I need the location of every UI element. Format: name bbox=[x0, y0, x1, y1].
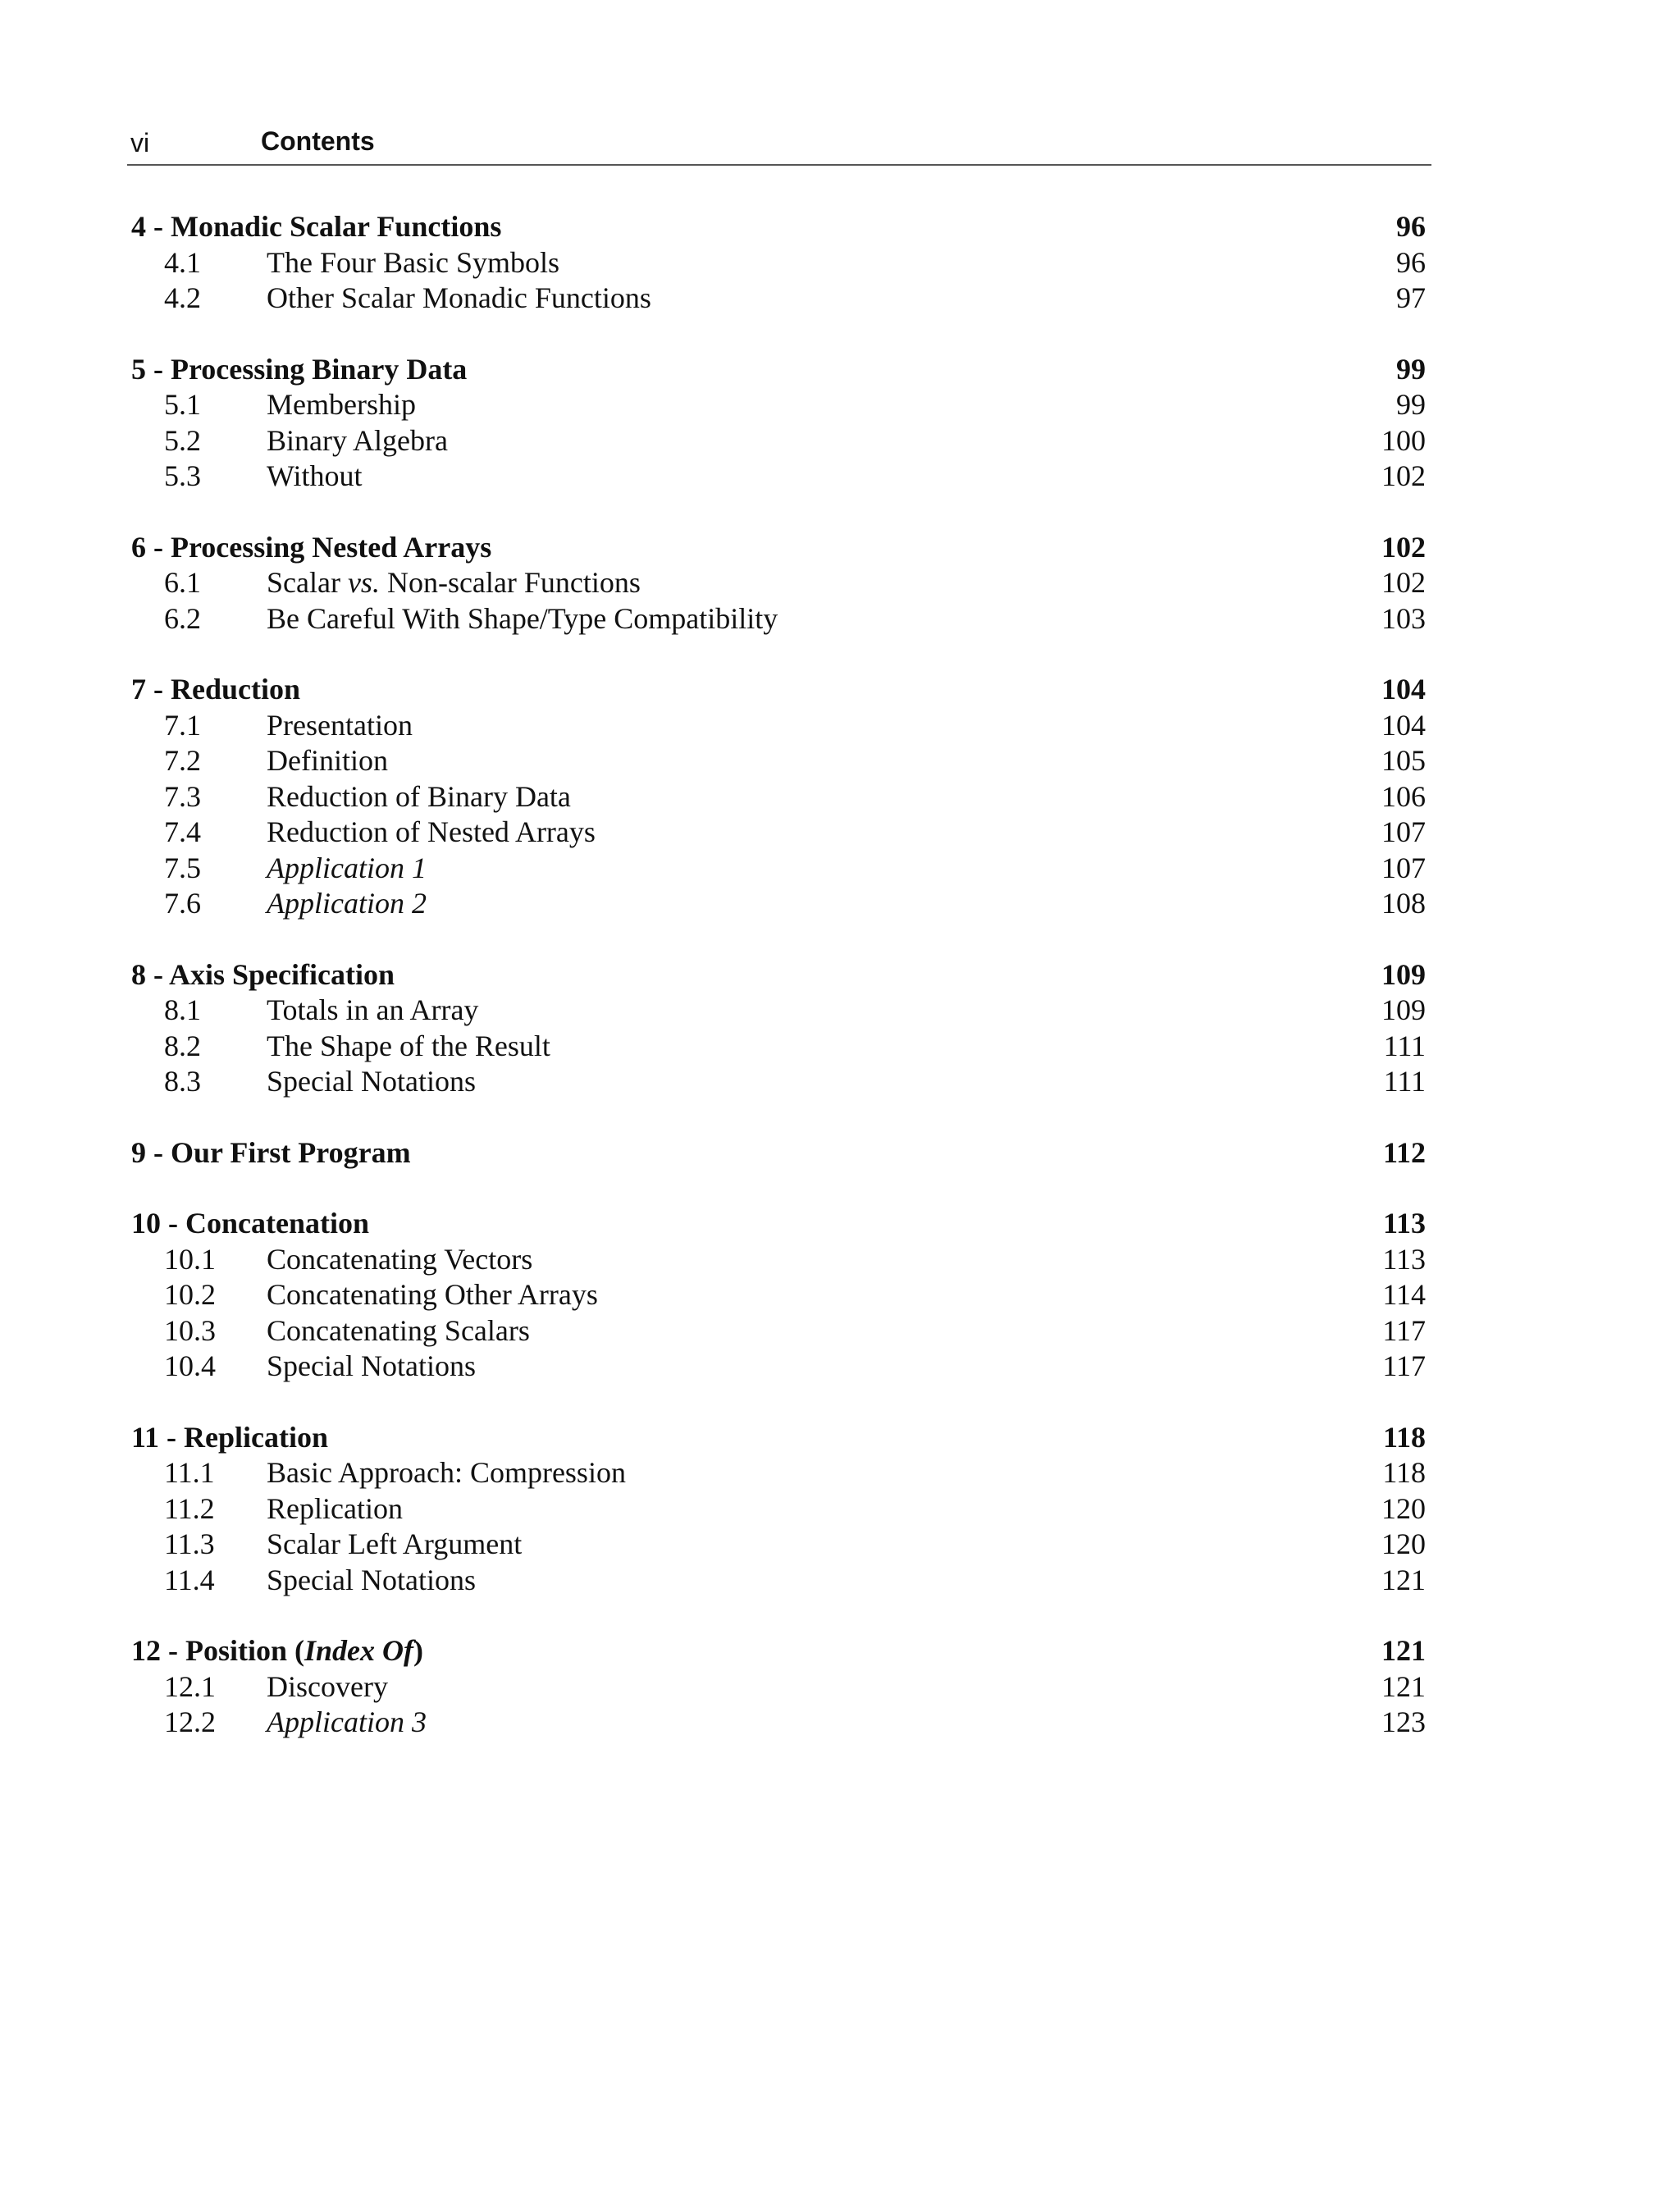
chapter-12 bbox=[130, 1633, 1426, 1741]
section-title: Membership bbox=[267, 388, 416, 421]
chapter-5 bbox=[130, 352, 1426, 495]
section-title: Special Notations bbox=[267, 1563, 476, 1596]
section-number: 11.4 bbox=[164, 1563, 215, 1596]
chapter-9 bbox=[130, 1135, 1426, 1171]
section-title: Definition bbox=[267, 744, 388, 777]
section-number: 7.6 bbox=[164, 887, 201, 920]
section-title: Concatenating Scalars bbox=[267, 1313, 530, 1347]
section-number: 12.1 bbox=[164, 1669, 216, 1703]
section-page: 121 bbox=[1381, 1563, 1426, 1596]
section-title-part: Scalar bbox=[267, 566, 348, 599]
chapter-title-part: ) bbox=[413, 1634, 423, 1667]
section-title: Basic Approach: Compression bbox=[267, 1456, 626, 1489]
section-title-part: Non-scalar Functions bbox=[379, 566, 641, 599]
page-number: vi bbox=[130, 128, 150, 158]
chapter-title: 5 - Processing Binary Data bbox=[131, 352, 468, 386]
section-entry[interactable] bbox=[130, 1349, 1426, 1385]
section-entry[interactable] bbox=[130, 815, 1426, 851]
section-title: Totals in an Array bbox=[267, 993, 479, 1026]
section-title: Special Notations bbox=[267, 1065, 476, 1098]
section-number: 4.1 bbox=[164, 245, 201, 279]
section-number: 7.4 bbox=[164, 815, 201, 848]
chapter-page: 96 bbox=[1396, 210, 1426, 243]
section-title: Replication bbox=[267, 1491, 403, 1525]
section-entry[interactable] bbox=[130, 1527, 1426, 1563]
section-page: 120 bbox=[1381, 1527, 1426, 1560]
chapter-entry[interactable] bbox=[130, 1633, 1426, 1669]
chapter-page: 113 bbox=[1382, 1207, 1426, 1240]
chapter-title: 4 - Monadic Scalar Functions bbox=[131, 210, 502, 243]
section-page: 105 bbox=[1381, 744, 1426, 777]
section-title: Be Careful With Shape/Type Compatibility bbox=[267, 601, 778, 635]
section-number: 5.3 bbox=[164, 459, 201, 492]
section-entry[interactable] bbox=[130, 565, 1426, 601]
section-entry[interactable] bbox=[130, 993, 1426, 1029]
section-entry[interactable] bbox=[130, 886, 1426, 922]
section-page: 120 bbox=[1381, 1491, 1426, 1525]
section-number: 6.2 bbox=[164, 601, 201, 635]
chapter-page: 99 bbox=[1396, 352, 1426, 386]
section-entry[interactable] bbox=[130, 1563, 1426, 1599]
section-title: Other Scalar Monadic Functions bbox=[267, 281, 651, 314]
chapter-page: 118 bbox=[1382, 1420, 1426, 1454]
chapter-title: 7 - Reduction bbox=[131, 673, 300, 705]
section-title: Concatenating Vectors bbox=[267, 1242, 533, 1276]
section-title: Reduction of Binary Data bbox=[267, 779, 571, 813]
chapter-entry[interactable] bbox=[130, 672, 1426, 708]
section-title: Concatenating Other Arrays bbox=[267, 1278, 598, 1311]
section-entry[interactable] bbox=[130, 1277, 1426, 1313]
section-entry[interactable] bbox=[130, 708, 1426, 744]
section-page: 114 bbox=[1382, 1278, 1426, 1311]
section-entry[interactable] bbox=[130, 1455, 1426, 1491]
section-title: Without bbox=[267, 459, 363, 492]
chapter-page: 104 bbox=[1381, 673, 1426, 705]
section-entry[interactable] bbox=[130, 601, 1426, 637]
section-entry[interactable] bbox=[130, 1669, 1426, 1705]
section-page: 117 bbox=[1382, 1313, 1426, 1347]
section-number: 7.2 bbox=[164, 744, 201, 777]
chapter-page: 102 bbox=[1381, 530, 1426, 564]
chapter-title-part: 12 - Position ( bbox=[131, 1634, 304, 1667]
section-entry[interactable] bbox=[130, 459, 1426, 495]
section-title: Application 2 bbox=[267, 887, 427, 920]
chapter-page: 121 bbox=[1381, 1634, 1426, 1667]
chapter-entry[interactable] bbox=[130, 957, 1426, 993]
chapter-title: 9 - Our First Program bbox=[131, 1135, 411, 1169]
section-entry[interactable] bbox=[130, 423, 1426, 459]
section-entry[interactable] bbox=[130, 1029, 1426, 1065]
chapter-11 bbox=[130, 1420, 1426, 1599]
section-page: 99 bbox=[1396, 388, 1426, 421]
section-entry[interactable] bbox=[130, 1313, 1426, 1349]
section-page: 100 bbox=[1381, 423, 1426, 457]
section-page: 107 bbox=[1381, 815, 1426, 848]
section-title: Reduction of Nested Arrays bbox=[267, 815, 596, 848]
section-number: 12.2 bbox=[164, 1705, 216, 1738]
section-number: 10.3 bbox=[164, 1313, 216, 1347]
section-number: 5.1 bbox=[164, 388, 201, 421]
chapter-7 bbox=[130, 672, 1426, 922]
section-number: 11.3 bbox=[164, 1527, 215, 1560]
chapter-title: 10 - Concatenation bbox=[131, 1207, 369, 1240]
chapter-entry[interactable] bbox=[130, 530, 1426, 566]
chapter-title-italic: Index Of bbox=[304, 1634, 413, 1667]
chapter-title: 8 - Axis Specification bbox=[131, 957, 395, 991]
section-page: 117 bbox=[1382, 1349, 1426, 1382]
section-title: Application 3 bbox=[267, 1705, 427, 1738]
chapter-entry[interactable] bbox=[130, 352, 1426, 388]
chapter-entry[interactable] bbox=[130, 1206, 1426, 1242]
chapter-entry[interactable] bbox=[130, 209, 1426, 245]
section-title: Binary Algebra bbox=[267, 423, 448, 457]
section-title: Presentation bbox=[267, 708, 413, 742]
chapter-title: 11 - Replication bbox=[131, 1420, 328, 1454]
section-number: 10.4 bbox=[164, 1349, 216, 1382]
chapter-6 bbox=[130, 530, 1426, 637]
section-number: 10.2 bbox=[164, 1278, 216, 1311]
section-entry[interactable] bbox=[130, 245, 1426, 281]
section-title: The Shape of the Result bbox=[267, 1029, 550, 1062]
section-number: 7.3 bbox=[164, 779, 201, 813]
chapter-10 bbox=[130, 1206, 1426, 1385]
chapter-page: 112 bbox=[1382, 1135, 1426, 1169]
section-number: 7.5 bbox=[164, 851, 201, 884]
section-title-italic: vs. bbox=[347, 566, 380, 599]
section-number: 6.1 bbox=[164, 566, 201, 599]
chapter-page: 109 bbox=[1381, 957, 1426, 991]
section-number: 10.1 bbox=[164, 1242, 216, 1276]
chapter-entry[interactable] bbox=[130, 1135, 1426, 1171]
section-page: 118 bbox=[1382, 1456, 1426, 1489]
section-number: 5.2 bbox=[164, 423, 201, 457]
section-title: Application 1 bbox=[267, 851, 427, 884]
section-page: 106 bbox=[1381, 779, 1426, 813]
section-page: 121 bbox=[1381, 1669, 1426, 1703]
section-number: 11.2 bbox=[164, 1491, 215, 1525]
chapter-title: 6 - Processing Nested Arrays bbox=[131, 530, 492, 564]
section-page: 109 bbox=[1381, 993, 1426, 1026]
section-entry[interactable] bbox=[130, 1491, 1426, 1527]
table-of-contents bbox=[130, 209, 1426, 1776]
section-page: 107 bbox=[1381, 851, 1426, 884]
section-number: 8.1 bbox=[164, 993, 201, 1026]
section-number: 8.3 bbox=[164, 1065, 201, 1098]
section-number: 4.2 bbox=[164, 281, 201, 314]
section-number: 11.1 bbox=[164, 1456, 215, 1489]
section-title: The Four Basic Symbols bbox=[267, 245, 559, 279]
section-page: 102 bbox=[1381, 459, 1426, 492]
section-page: 108 bbox=[1381, 887, 1426, 920]
section-page: 103 bbox=[1381, 601, 1426, 635]
section-page: 104 bbox=[1381, 708, 1426, 742]
chapter-title bbox=[131, 1633, 423, 1669]
section-entry[interactable] bbox=[130, 743, 1426, 779]
section-entry[interactable] bbox=[130, 1705, 1426, 1741]
section-page: 111 bbox=[1383, 1065, 1426, 1098]
section-title: Scalar Left Argument bbox=[267, 1527, 523, 1560]
section-entry[interactable] bbox=[130, 387, 1426, 423]
section-number: 7.1 bbox=[164, 708, 201, 742]
section-title: Special Notations bbox=[267, 1349, 476, 1382]
section-page: 113 bbox=[1382, 1242, 1426, 1276]
section-page: 97 bbox=[1396, 281, 1426, 314]
section-title bbox=[267, 565, 641, 601]
chapter-4 bbox=[130, 209, 1426, 317]
section-entry[interactable] bbox=[130, 281, 1426, 317]
chapter-8 bbox=[130, 957, 1426, 1100]
section-page: 111 bbox=[1383, 1029, 1426, 1062]
chapter-entry[interactable] bbox=[130, 1420, 1426, 1456]
section-entry[interactable] bbox=[130, 851, 1426, 887]
section-page: 96 bbox=[1396, 245, 1426, 279]
section-page: 123 bbox=[1381, 1705, 1426, 1738]
running-header bbox=[127, 121, 1431, 166]
section-entry[interactable] bbox=[130, 1242, 1426, 1278]
section-entry[interactable] bbox=[130, 1064, 1426, 1100]
section-title: Discovery bbox=[267, 1669, 388, 1703]
section-page: 102 bbox=[1381, 566, 1426, 599]
section-number: 8.2 bbox=[164, 1029, 201, 1062]
section-entry[interactable] bbox=[130, 779, 1426, 815]
running-title: Contents bbox=[261, 126, 375, 156]
